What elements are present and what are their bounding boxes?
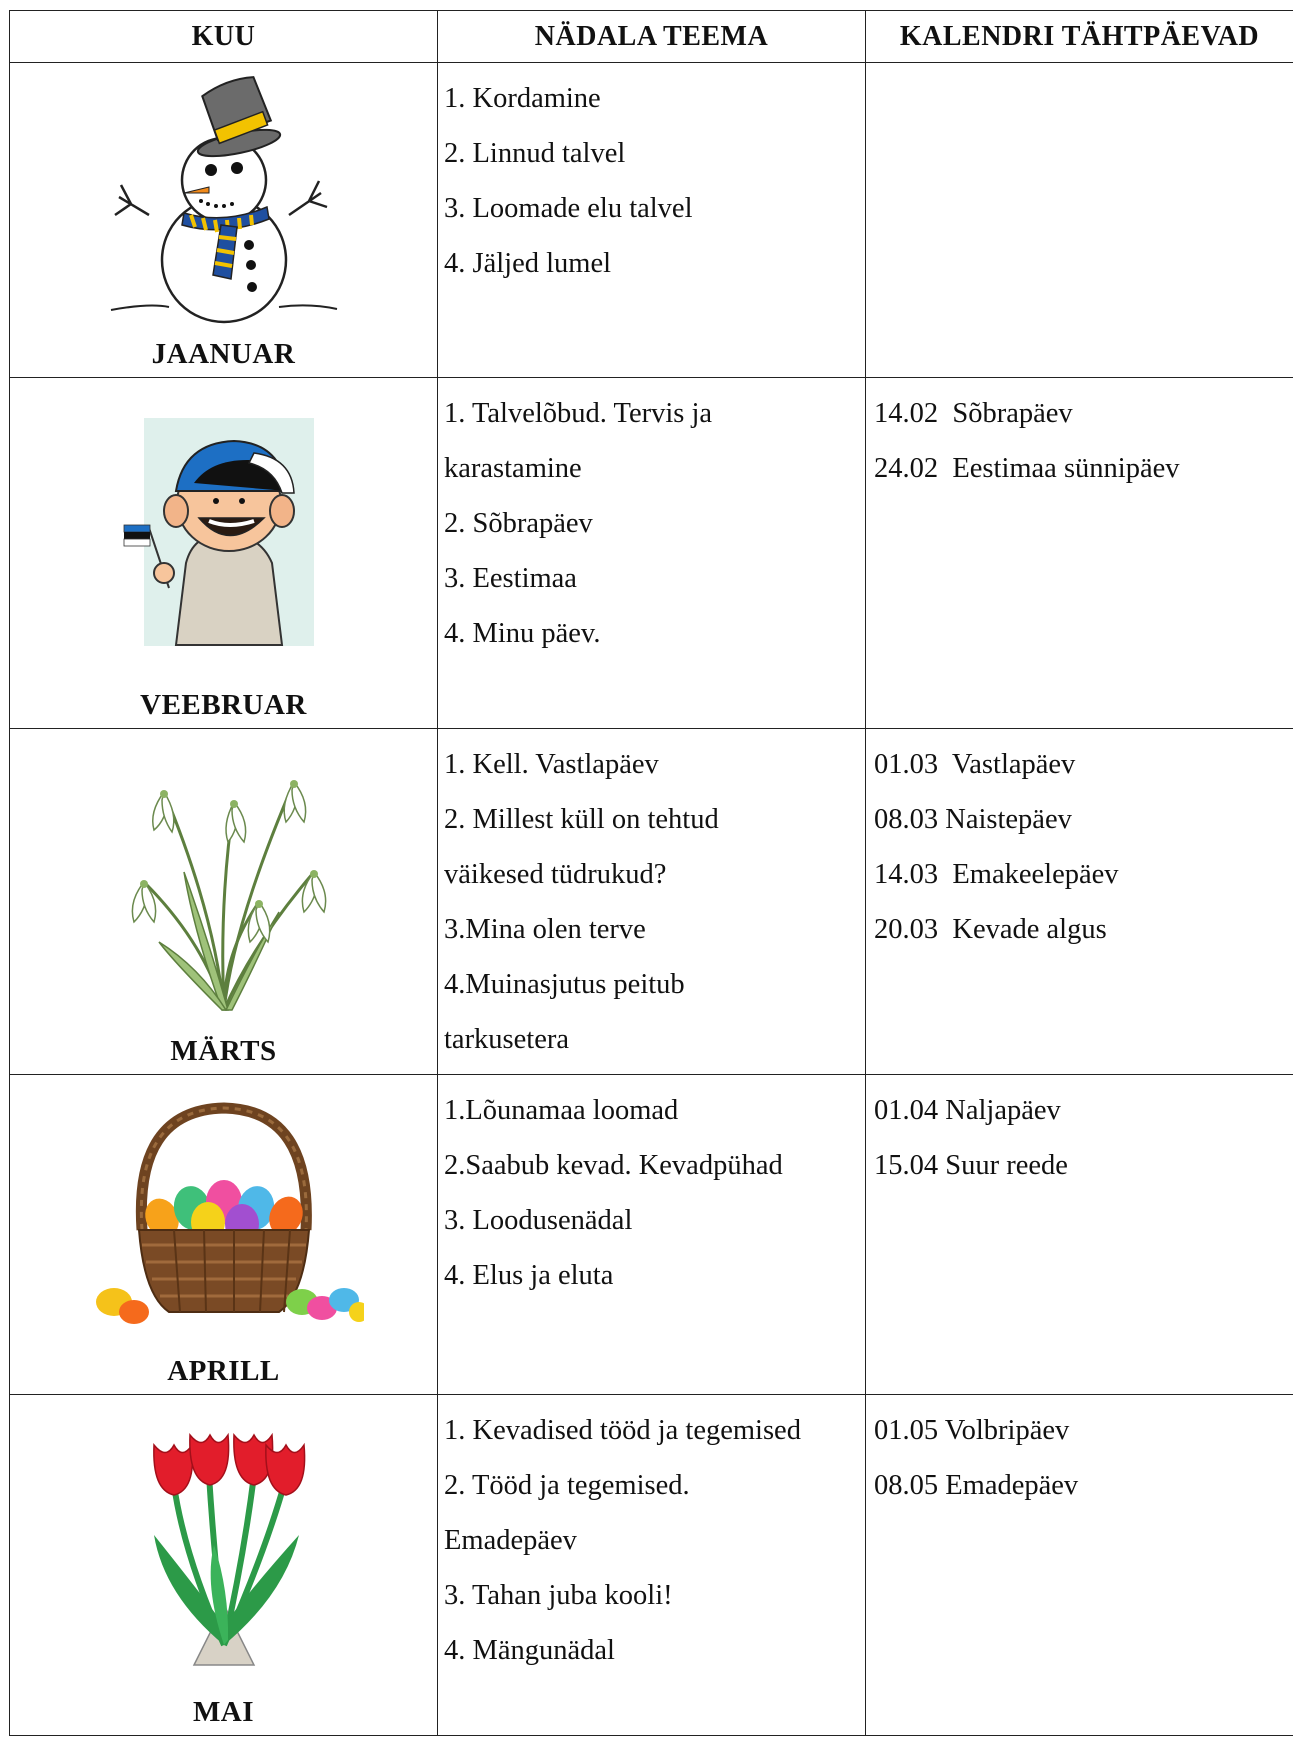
month-row-march [10, 729, 1293, 1075]
date-line: 20.03 Kevade algus [874, 914, 1107, 945]
theme-line: 4. Jäljed lumel [444, 248, 612, 279]
plan-table [9, 10, 1293, 1736]
weekly-themes-cell [438, 729, 866, 1075]
theme-line: 4. Minu päev. [444, 618, 601, 649]
date-line: 14.02 Sõbrapäev [874, 398, 1073, 429]
weekly-themes-cell [438, 1075, 866, 1395]
date-line: 01.03 Vastlapäev [874, 749, 1076, 780]
month-name: MÄRTS [170, 1035, 277, 1067]
calendar-days-cell [866, 63, 1293, 378]
theme-line: väikesed tüdrukud? [444, 859, 667, 890]
date-line: 01.04 Naljapäev [874, 1095, 1061, 1126]
weekly-themes-cell [438, 378, 866, 729]
month-cell [10, 1395, 438, 1736]
theme-line: 1. Kevadised tööd ja tegemised [444, 1415, 801, 1446]
date-line: 24.02 Eestimaa sünnipäev [874, 453, 1180, 484]
month-name: JAANUAR [151, 338, 296, 370]
weekly-themes-cell [438, 63, 866, 378]
month-name: MAI [192, 1696, 255, 1728]
month-row-may [10, 1395, 1293, 1736]
header-row [10, 11, 1293, 63]
theme-line: 1. Kordamine [444, 83, 601, 114]
boy-with-estonian-flag-illustration [10, 378, 437, 688]
month-row-april [10, 1075, 1293, 1395]
month-row-january [10, 63, 1293, 378]
red-tulips-illustration [10, 1395, 437, 1695]
date-line: 15.04 Suur reede [874, 1150, 1068, 1181]
date-line: 01.05 Volbripäev [874, 1415, 1070, 1446]
theme-line: 2. Linnud talvel [444, 138, 626, 169]
month-name: APRILL [167, 1355, 280, 1387]
theme-line: 2. Tööd ja tegemised. [444, 1470, 690, 1501]
date-line: 14.03 Emakeelepäev [874, 859, 1119, 890]
calendar-days-cell [866, 729, 1293, 1075]
month-row-february [10, 378, 1293, 729]
date-line: 08.05 Emadepäev [874, 1470, 1079, 1501]
theme-line: karastamine [444, 453, 582, 484]
header-month: KUU [10, 11, 438, 63]
month-cell [10, 378, 438, 729]
theme-line: 3.Mina olen terve [444, 914, 646, 945]
snowman-illustration [10, 63, 437, 337]
theme-line: 3. Tahan juba kooli! [444, 1580, 673, 1611]
month-cell [10, 63, 438, 378]
theme-line: 1.Lõunamaa loomad [444, 1095, 679, 1126]
theme-line: Emadepäev [444, 1525, 577, 1556]
theme-line: 2.Saabub kevad. Kevadpühad [444, 1150, 783, 1181]
month-name: VEEBRUAR [140, 689, 307, 721]
theme-line: 3. Loomade elu talvel [444, 193, 693, 224]
theme-line: 1. Kell. Vastlapäev [444, 749, 659, 780]
header-weekly-theme: NÄDALA TEEMA [438, 11, 866, 63]
theme-line: 3. Loodusenädal [444, 1205, 633, 1236]
month-cell [10, 1075, 438, 1395]
snowdrop-flowers-illustration [10, 729, 437, 1034]
theme-line: 4. Mängunädal [444, 1635, 615, 1666]
theme-line: 4. Elus ja eluta [444, 1260, 614, 1291]
theme-line: 4.Muinasjutus peitub [444, 969, 685, 1000]
theme-line: 2. Sõbrapäev [444, 508, 593, 539]
date-line: 08.03 Naistepäev [874, 804, 1072, 835]
theme-line: 3. Eestimaa [444, 563, 577, 594]
calendar-days-cell [866, 378, 1293, 729]
header-calendar-days: KALENDRI TÄHTPÄEVAD [866, 11, 1293, 63]
plan-sheet [9, 10, 1293, 1737]
weekly-themes-cell [438, 1395, 866, 1736]
calendar-days-cell [866, 1075, 1293, 1395]
theme-line: 2. Millest küll on tehtud [444, 804, 719, 835]
theme-line: 1. Talvelõbud. Tervis ja [444, 398, 713, 429]
month-cell [10, 729, 438, 1075]
theme-line: tarkusetera [444, 1024, 570, 1055]
calendar-days-cell [866, 1395, 1293, 1736]
easter-egg-basket-illustration [10, 1075, 437, 1354]
